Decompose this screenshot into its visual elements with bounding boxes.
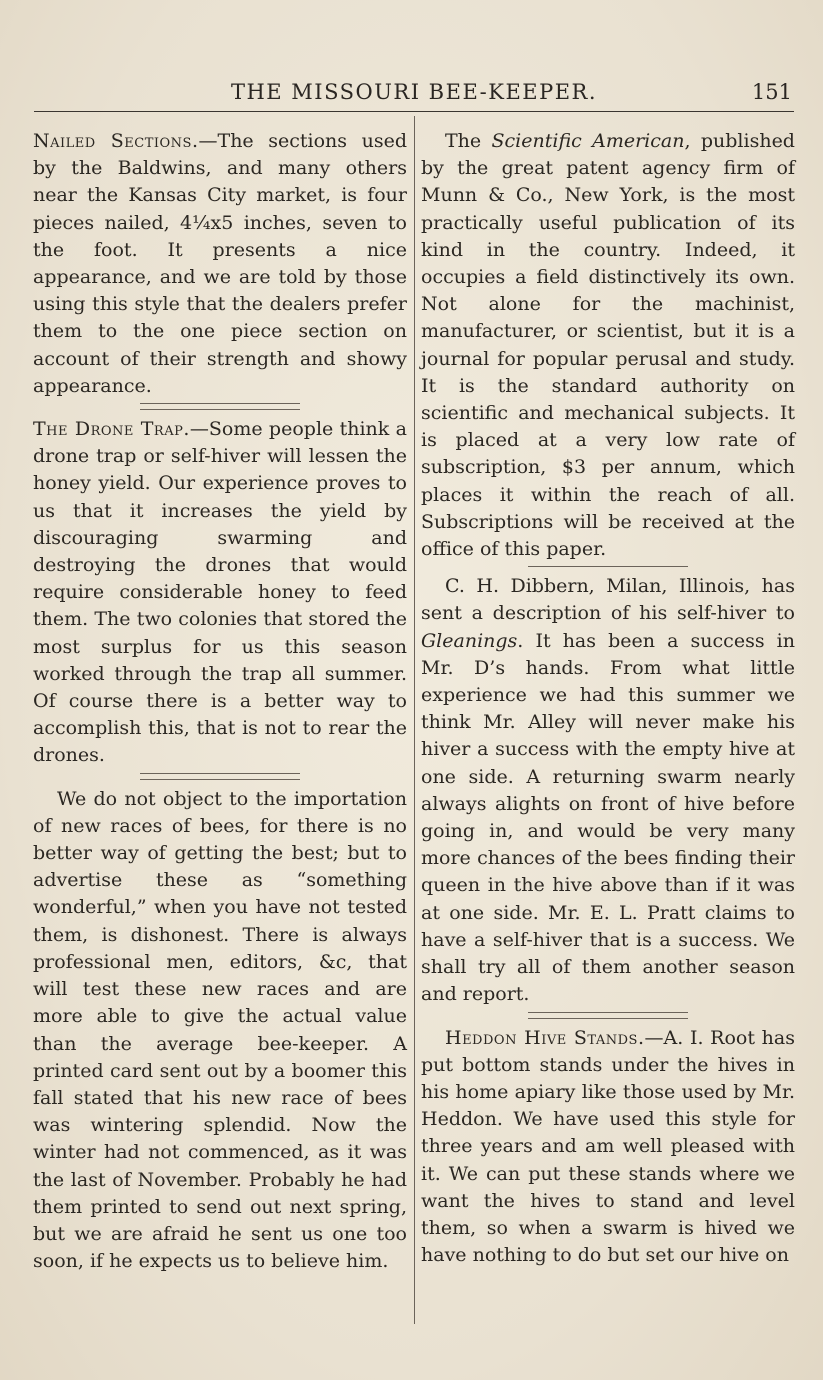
- article-scientific-american: [421, 128, 795, 563]
- article-body: , published by the great patent agency firm of Munn & Co., New York, is the most practically useful publication of its kind in the country. Indeed, it occupies a field distinctively its own. Not alone for the machinist, manufacturer, or scientist, but it is a journal for popular perusal and study. It is the standard authority on scientific and mechanical subjects. It is placed at a very low rate of subscription, $3 per annum, which places it within the reach of all. Subscriptions will be received at the office of this paper.: [421, 130, 795, 561]
- journal-title: THE MISSOURI BEE-KEEPER.: [230, 80, 598, 104]
- article-body: . It has been a success in Mr. D’s hands. From what little experience we had this summer we think Mr. Alley will never make his hiver a success with the empty hive at one side. A returning swarm nearly always alights on front of hive before going in, and would be very many more chances of the bees finding their queen in the hive above than if it was at one side. Mr. E. L. Pratt claims to have a self-hiver that is a success. We shall try all of them another season and report.: [421, 629, 795, 1006]
- header-rule: [34, 111, 794, 112]
- publication-title: Scientific American: [491, 130, 685, 152]
- right-column: [421, 128, 795, 1269]
- article-nailed-sections: [33, 128, 407, 400]
- publication-title: Gleanings: [421, 629, 518, 652]
- section-separator: [528, 1012, 688, 1019]
- article-heddon-hive-stands: [421, 1025, 795, 1270]
- running-header: [34, 80, 794, 108]
- section-separator: [528, 566, 688, 567]
- section-separator: [140, 403, 300, 410]
- article-body: —The sections used by the Baldwins, and many others near the Kansas City market, is four pieces nailed, 4¼x5 inches, seven to the foot. It presents a nice appearance, and we are told by those using this style that the dealers prefer them to the one piece section on account of their strength and showy appearance.: [33, 130, 407, 397]
- left-column: [33, 128, 407, 1275]
- article-heading: Heddon Hive Stands.: [445, 1026, 645, 1049]
- article-heading: Nailed Sections.: [33, 130, 199, 152]
- article-new-races: [33, 786, 407, 1276]
- article-body-start: C. H. Dibbern, Milan, Illinois, has sent a description of his self-hiver to: [421, 575, 795, 625]
- article-drone-trap: [33, 416, 407, 770]
- article-heading: The Drone Trap.: [33, 418, 190, 441]
- article-body: We do not object to the importation of new races of bees, for there is no better way of getting the best; but to advertise these as “something wonderful,” when you have not tested them, is dishonest. There is always professional men, editors, &c, that will test these new races and are more able to give the actual value than the average bee-keeper. A printed card sent out by a boomer this fall stated that his new race of bees was wintering splendid. Now the winter had not commenced, as it was the last of November. Probably he had them printed to send out next spring, but we are afraid he sent us one too soon, if he expects us to believe him.: [33, 787, 407, 1273]
- article-body: —Some people think a drone trap or self-hiver will lessen the honey yield. Our experience proves to us that it increases the yield by discouraging swarming and destroying the drones that would require considerable honey to feed them. The two colonies that stored the most surplus for us this season worked through the trap all summer. Of course there is a better way to accomplish this, that is not to rear the drones.: [33, 418, 407, 767]
- article-body: —A. I. Root has put bottom stands under the hives in his home apiary like those used by Mr. Heddon. We have used this style for three years and am well pleased with it. We can put these stands where we want the hives to stand and level them, so when a swarm is hived we have nothing to do but set our hive on: [421, 1026, 795, 1267]
- column-divider: [414, 116, 415, 1324]
- page-number: 151: [751, 80, 792, 104]
- article-dibbern-hiver: [421, 573, 795, 1008]
- section-separator: [140, 773, 300, 780]
- article-body-start: The: [445, 130, 492, 152]
